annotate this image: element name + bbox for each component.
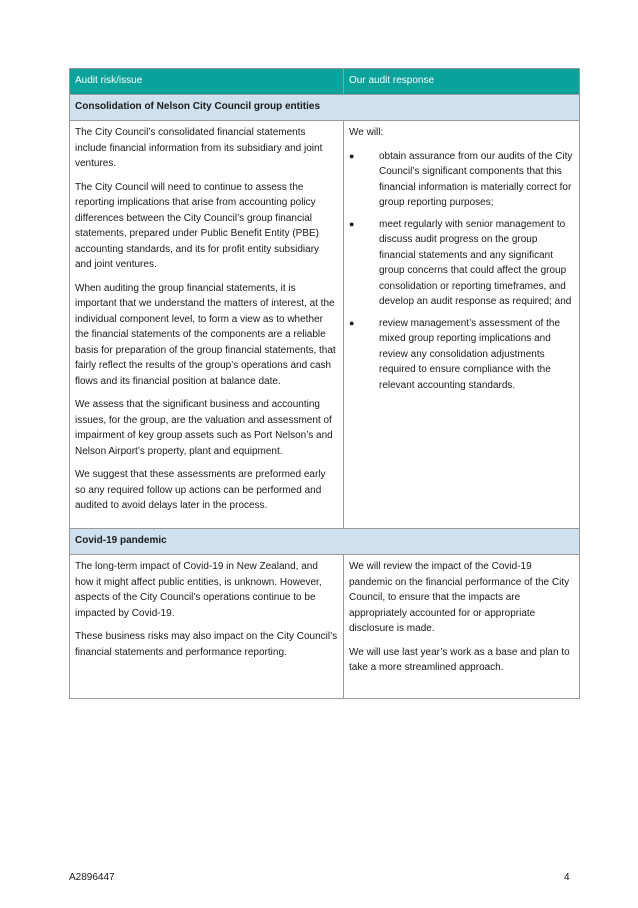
response-bullet-list — [349, 149, 574, 394]
paragraph: The long-term impact of Covid-19 in New Zealand, and how it might affect public entities, is unknown. However, aspects of the City Council’s operations continue to be impacted by Covid-19. — [75, 561, 322, 619]
risk-cell-covid — [70, 555, 344, 699]
section-header-row — [70, 529, 580, 555]
section-header-row — [70, 95, 580, 121]
response-cell-consolidation — [344, 121, 580, 529]
column-header-response: Our audit response — [344, 69, 580, 95]
table-row — [70, 555, 580, 699]
list-item — [349, 316, 574, 394]
paragraph: The City Council will need to continue to assess the reporting implications that arise from accounting policy differences between the City Council’s group financial statements, prepared under Public Benefit Entity (PBE) accounting standards, and its for profit entity subsidiary and joint ventures. — [75, 181, 320, 270]
paragraph: When auditing the group financial statements, it is important that we understand the matters of interest, at the individual component level, to form a view as to whether the financial statements of the components are a reliable basis for preparation of the group financial statements, that fairly reflect the results of the group’s operations and cash flows and its financial position at balance date. — [75, 282, 336, 387]
list-item — [349, 149, 574, 211]
risk-cell-consolidation — [70, 121, 344, 529]
page-number: 4 — [564, 872, 570, 883]
paragraph: We will review the impact of the Covid-19 pandemic on the financial performance of the City Council, to ensure that the impacts are appropriately accounted for or appropriate disclosure is made. — [349, 561, 570, 634]
table-row — [70, 121, 580, 529]
table-header-row — [70, 69, 580, 95]
paragraph: These business risks may also impact on the City Council’s financial statements and performance reporting. — [75, 631, 338, 658]
response-intro: We will: — [349, 127, 384, 138]
audit-risk-table — [69, 68, 580, 699]
document-id: A2896447 — [69, 872, 115, 883]
bullet-icon: ● — [349, 317, 355, 328]
section-title-consolidation: Consolidation of Nelson City Council group entities — [70, 95, 580, 121]
bullet-text: review management’s assessment of the mixed group reporting implications and review any consolidation adjustments required to ensure compliance with the relevant accounting standards. — [379, 317, 561, 391]
bullet-text: meet regularly with senior management to discuss audit progress on the group financial statements and any significant group concerns that could affect the group consolidation or reporting timeframes, and develop an audit response as required; and — [379, 218, 572, 307]
paragraph: We assess that the significant business and accounting issues, for the group, are the valuation and assessment of impairment of key group assets such as Port Nelson’s and Nelson Airport’s property, plant and equipment. — [75, 399, 333, 457]
response-cell-covid — [344, 555, 580, 699]
paragraph: We will use last year’s work as a base and plan to take a more streamlined approach. — [349, 646, 570, 673]
paragraph: The City Council’s consolidated financial statements include financial information from its subsidiary and joint ventures. — [75, 127, 323, 169]
bullet-text: obtain assurance from our audits of the City Council’s significant components that this financial information is materially correct for group reporting purposes; — [379, 150, 573, 208]
section-title-covid: Covid-19 pandemic — [70, 529, 580, 555]
bullet-icon: ● — [349, 218, 355, 229]
paragraph: We suggest that these assessments are preformed early so any required follow up actions can be performed and audited to avoid delays later in the process. — [75, 469, 326, 511]
bullet-icon: ● — [349, 150, 355, 161]
list-item — [349, 217, 574, 310]
column-header-risk: Audit risk/issue — [70, 69, 344, 95]
